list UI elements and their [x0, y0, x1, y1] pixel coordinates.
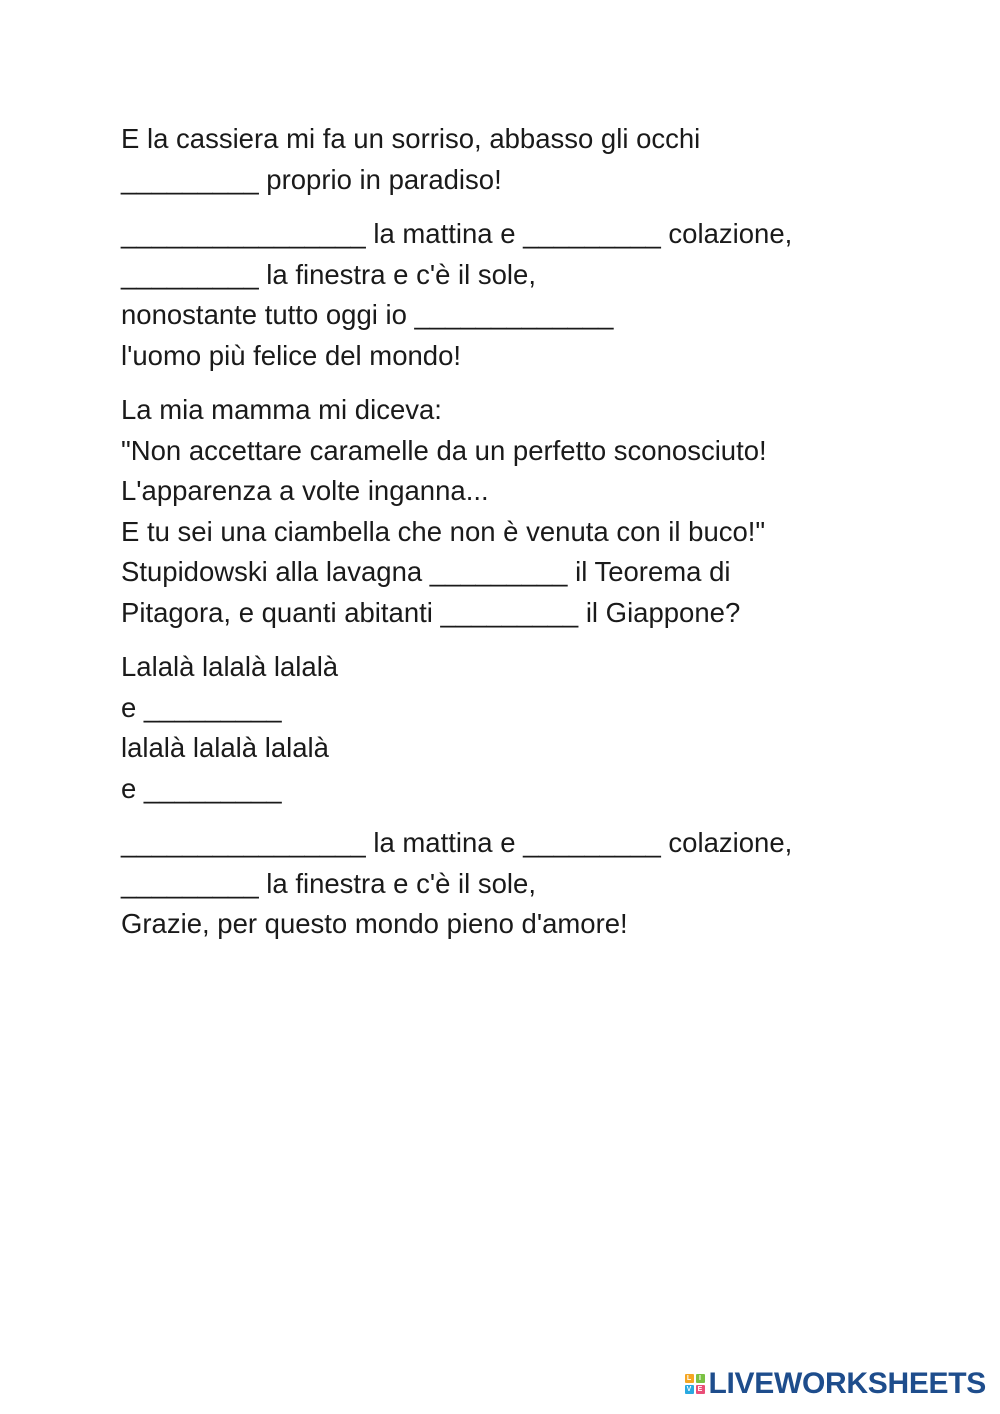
liveworksheets-logo — [685, 1364, 987, 1404]
stanza-5 — [121, 823, 921, 945]
lyric-line-with-blank[interactable]: e _________ — [121, 691, 282, 723]
lyric-line-with-blank[interactable]: _________ proprio in paradiso! — [121, 163, 502, 195]
lyric-line: E tu sei una ciambella che non è venuta con il buco!" — [121, 515, 766, 547]
stanza-4 — [121, 647, 921, 809]
logo-letter-i: I — [696, 1374, 705, 1383]
stanza-1 — [121, 119, 921, 200]
logo-wordmark: LIVEWORKSHEETS — [708, 1367, 986, 1400]
lyric-line: La mia mamma mi diceva: — [121, 394, 442, 425]
lyric-line: lalalà lalalà lalalà — [121, 732, 329, 763]
stanza-2 — [121, 214, 921, 376]
lyric-line: L'apparenza a volte inganna... — [121, 475, 489, 506]
lyric-line-with-blank[interactable]: _________ la finestra e c'è il sole, — [121, 867, 536, 899]
logo-mark-icon — [685, 1374, 705, 1394]
lyric-line-with-blank[interactable]: ________________ la mattina e _________ colazione, — [121, 827, 793, 858]
lyric-line: E la cassiera mi fa un sorriso, abbasso gli occhi — [121, 123, 701, 154]
lyric-line: Lalalà lalalà lalalà — [121, 651, 339, 682]
lyric-line: "Non accettare caramelle da un perfetto sconosciuto! — [121, 434, 767, 466]
lyric-line-with-blank[interactable]: _________ la finestra e c'è il sole, — [121, 258, 536, 290]
lyric-line: l'uomo più felice del mondo! — [121, 339, 462, 371]
lyric-line: Grazie, per questo mondo pieno d'amore! — [121, 908, 628, 939]
lyric-line-with-blank[interactable]: Stupidowski alla lavagna _________ il Teorema di — [121, 556, 731, 587]
lyric-line-with-blank[interactable]: e _________ — [121, 772, 282, 804]
lyric-line-with-blank[interactable]: Pitagora, e quanti abitanti _________ il Giappone? — [121, 596, 741, 628]
lyric-line-with-blank[interactable]: nonostante tutto oggi io _____________ — [121, 299, 614, 330]
stanza-3 — [121, 390, 921, 633]
worksheet-page — [121, 119, 921, 959]
logo-letter-e: E — [696, 1385, 705, 1394]
logo-letter-l: L — [685, 1374, 694, 1383]
logo-letter-v: V — [685, 1385, 694, 1394]
lyric-line-with-blank[interactable]: ________________ la mattina e _________ colazione, — [121, 218, 793, 249]
